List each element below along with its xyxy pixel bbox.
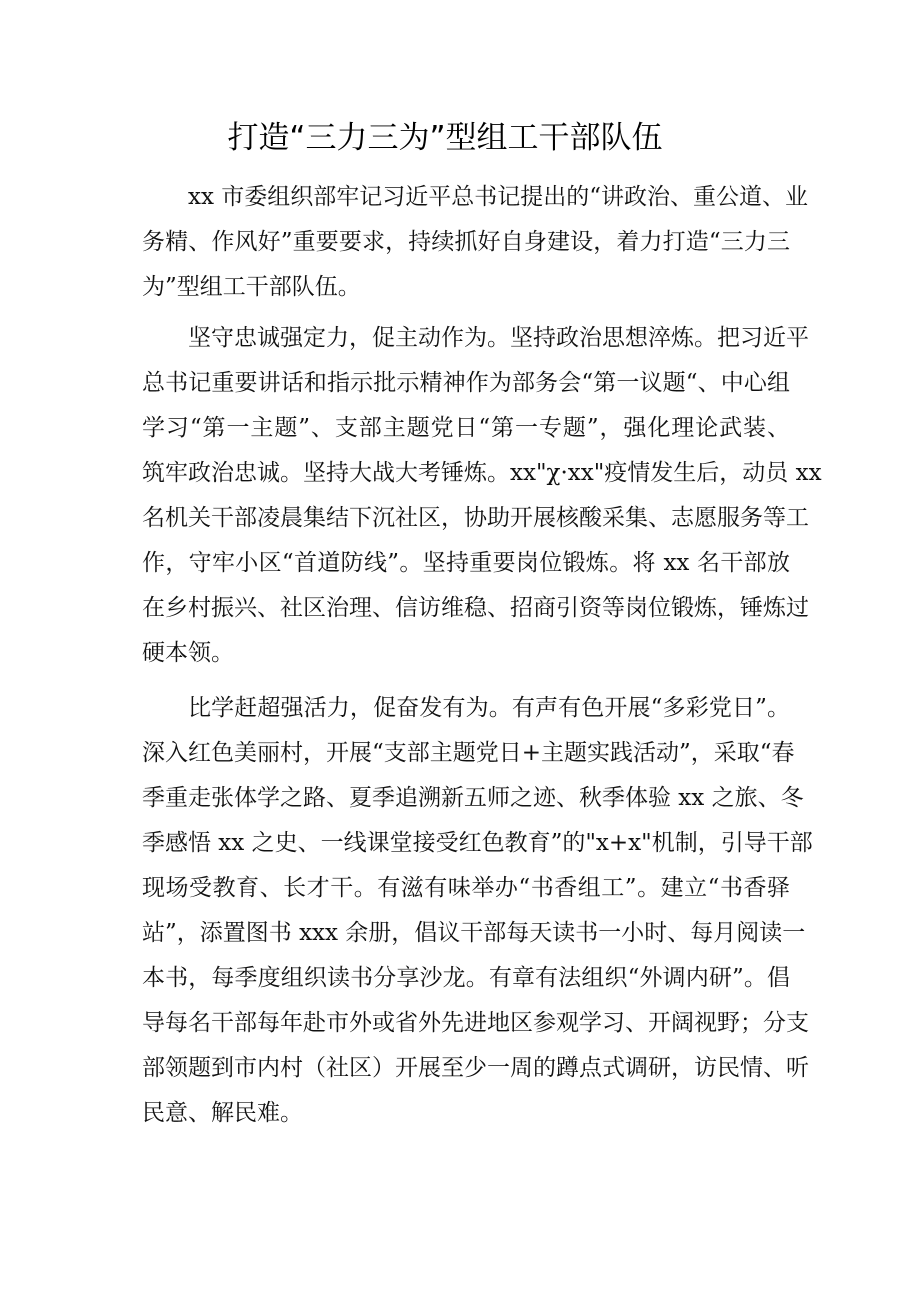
paragraph-3-line: 民意、解民难。 <box>142 1100 303 1126</box>
paragraph-3-line: 深入红色美丽村，开展“支部主题党日+主题实践活动”，采取“春 <box>142 740 795 766</box>
paragraph-3-line: 现场受教育、长才干。有滋有味举办“书香组工”。建立“书香驿 <box>142 875 790 901</box>
document-title: 打造“三力三为”型组工干部队伍 <box>227 120 663 156</box>
paragraph-2-line: 总书记重要讲话和指示批示精神作为部务会“第一议题“、中心组 <box>142 370 790 396</box>
paragraph-2-line: 筑牢政治忠诚。坚持大战大考锤炼。xx"χ·xx"疫情发生后，动员 xx <box>142 460 822 486</box>
paragraph-3-line: 部领题到市内村（社区）开展至少一周的蹲点式调研，访民情、听 <box>142 1055 809 1081</box>
paragraph-2-line: 在乡村振兴、社区治理、信访维稳、招商引资等岗位锻炼，锤炼过 <box>142 595 809 621</box>
paragraph-3-line: 本书，每季度组织读书分享沙龙。有章有法组织“外调内研”。倡 <box>142 965 790 991</box>
paragraph-1-line: 务精、作风好”重要要求，持续抓好自身建设，着力打造“三力三 <box>142 229 790 255</box>
paragraph-3-line: 季重走张体学之路、夏季追溯新五师之迹、秋季体验 xx 之旅、冬 <box>142 785 804 811</box>
paragraph-2-line: 作，守牢小区“首道防线”。坚持重要岗位锻炼。将 xx 名干部放 <box>142 550 790 576</box>
paragraph-3-line: 导每名干部每年赴市外或省外先进地区参观学习、开阔视野；分支 <box>142 1010 809 1036</box>
paragraph-3-line: 比学赶超强活力，促奋发有为。有声有色开展“多彩党日”。 <box>188 695 790 721</box>
paragraph-2-line: 坚守忠诚强定力，促主动作为。坚持政治思想淬炼。把习近平 <box>188 325 809 351</box>
paragraph-3-line: 季感悟 xx 之史、一线课堂接受红色教育”的"x+x"机制，引导干部 <box>142 830 813 856</box>
paragraph-2-line: 硬本领。 <box>142 640 234 666</box>
paragraph-2-line: 名机关干部凌晨集结下沉社区，协助开展核酸采集、志愿服务等工 <box>142 505 809 531</box>
paragraph-1-line: xx 市委组织部牢记习近平总书记提出的“讲政治、重公道、业 <box>188 184 809 210</box>
paragraph-3-line: 站”，添置图书 xxx 余册，倡议干部每天读书一小时、每月阅读一 <box>142 920 806 946</box>
paragraph-1-line: 为”型组工干部队伍。 <box>142 274 361 300</box>
paragraph-2-line: 学习“第一主题”、支部主题党日“第一专题”，强化理论武装、 <box>142 415 790 441</box>
